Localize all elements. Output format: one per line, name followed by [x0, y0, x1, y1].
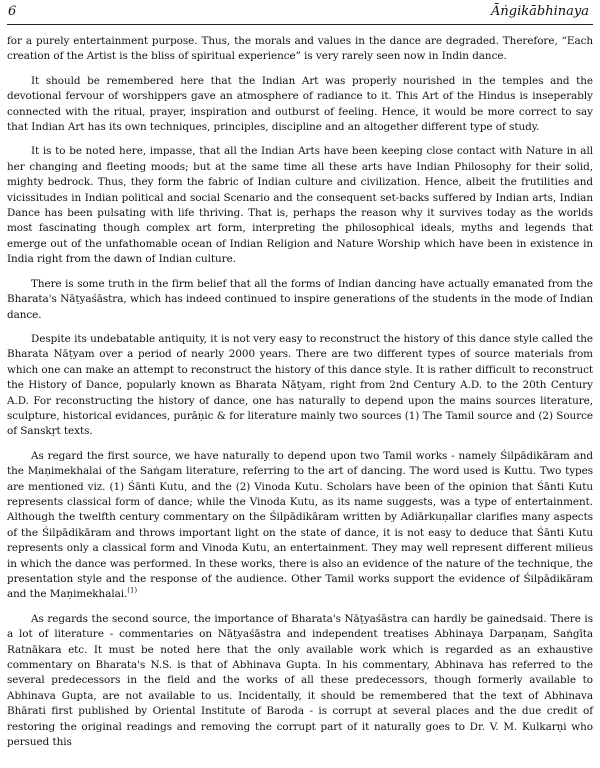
footnote-marker: (1)	[127, 586, 138, 595]
page-body	[7, 34, 593, 750]
paragraph: There is some truth in the firm belief that all the forms of Indian dancing have actually emanated from the Bharata's Nāṭyaśāstra, which has indeed continued to inspire generations of the students in the mode of Indian dance.	[7, 277, 593, 321]
page-number: 6	[8, 4, 17, 19]
paragraph-text: As regard the first source, we have naturally to depend upon two Tamil works - namely Śilpādikāram and the Maṇimekhalai of the Saṅgam literature, referring to the art of dancing. The word used is Kuttu. Two types are mentioned viz. (1) Śānti Kutu, and the (2) Vinoda Kutu. Scholars have been of the opinion that Śānti Kutu represents classical form of dance; while the Vinoda Kutu, as its name suggests, was a type of entertainment. Although the twelfth century commentary on the Śilpādikāram written by Adiārkuṇallar clarifies many aspects of the Śilpādikāram and throws important light on the state of dance, it is not easy to deduce that Śānti Kutu represents only a classical form and Vinoda Kutu, an entertainment. They may well represent different milieus in which the dance was performed. In these works, there is also an evidence of the nature of the technique, the presentation style and the response of the audience. Other Tamil works support the evidence of Śilpādikāram and the Maṇimekhalai.	[7, 449, 593, 601]
paragraph: It is to be noted here, impasse, that all the Indian Arts have been keeping close contact with Nature in all her changing and fleeting moods; but at the same time all these arts have Indian Philosophy for their solid, mighty bedrock. Thus, they form the fabric of Indian culture and civilization. Hence, albeit the frutilities and vicissitudes in Indian political and social Scenario and the consequent set-backs suffered by Indian arts, Indian Dance has been pulsating with life thriving. That is, perhaps the reason why it survives today as the worlds most fascinating though complex art form, interpreting the philosophical ideals, myths and legends that emerge out of the unfathomable ocean of Indian Religion and Nature Worship which have been in existence in India right from the dawn of Indian culture.	[7, 145, 593, 266]
paragraph	[7, 449, 593, 603]
paragraph: As regards the second source, the importance of Bharata's Nāṭyaśāstra can hardly be gainedsaid. There is a lot of literature - commentaries on Nāṭyaśāstra and independent treatises Abhinaya Darpaṇam, Saṅgīta Ratnākara etc. It must be noted here that the only available work which is regarded as an exhaustive commentary on Bharata's N.S. is that of Abhinava Gupta. In his commentary, Abhinava has referred to the several predecessors in the field and the works of all these predecessors, though formerly available to Abhinava Gupta, are not available to us. Incidentally, it should be remembered that the text of Abhinava Bhārati first published by Oriental Institute of Baroda - is corrupt at several places and the due credit of restoring the original readings and removing the corrupt part of it naturally goes to Dr. V. M. Kulkarṇi who persued this	[7, 612, 593, 749]
page-header	[7, 4, 593, 25]
paragraph: for a purely entertainment purpose. Thus, the morals and values in the dance are degraded. Therefore, “Each creation of the Artist is the bliss of spiritual experience” is very rarely seen now in Indin dance.	[7, 35, 593, 63]
paragraph: It should be remembered here that the Indian Art was properly nourished in the temples and the devotional fervour of worshippers gave an atmosphere of radiance to it. This Art of the Hindus is inseperably connected with the ritual, prayer, inspiration and outburst of feeling. Hence, it would be more correct to say that Indian Art has its own techniques, principles, discipline and an altogether different type of study.	[7, 74, 593, 134]
paragraph: Despite its undebatable antiquity, it is not very easy to reconstruct the history of this dance style called the Bharata Nāṭyam over a period of nearly 2000 years. There are two different types of source materials from which one can make an attempt to reconstruct the history of this dance style. It is rather difficult to reconstruct the History of Dance, popularly known as Bharata Nāṭyam, right from 2nd Century A.D. to the 20th Century A.D. For reconstructing the history of dance, one has naturally to depend upon the mains sources literature, sculpture, historical evidances, purāṇic & for literature mainly two sources (1) The Tamil source and (2) Source of Sanskṛt texts.	[7, 332, 593, 438]
running-title: Āṅgikābhinaya	[491, 4, 589, 19]
